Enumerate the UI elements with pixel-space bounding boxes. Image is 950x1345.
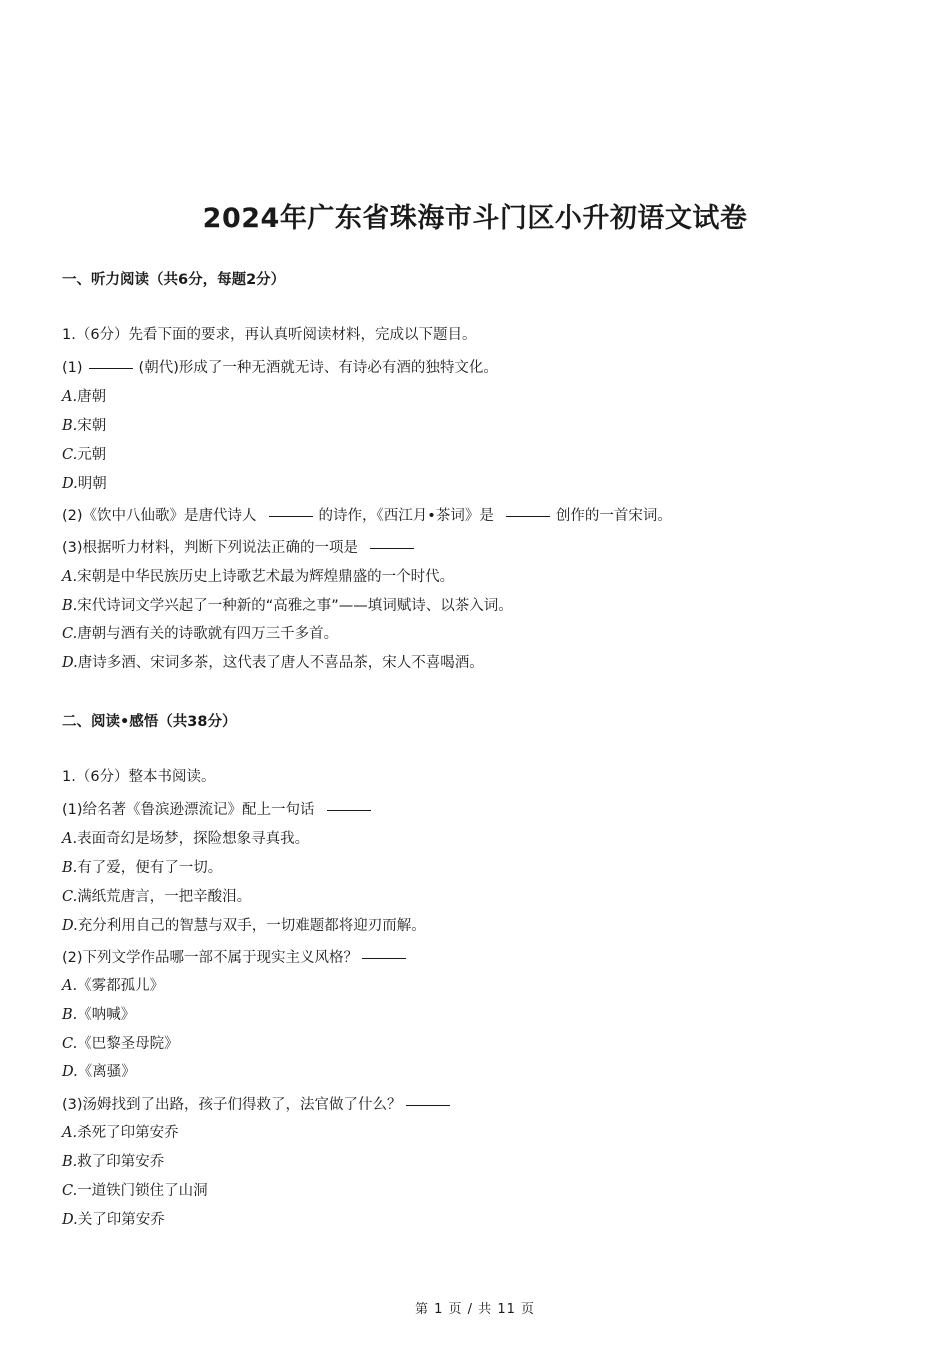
option: C.唐朝与酒有关的诗歌就有四万三千多首。 bbox=[62, 626, 339, 642]
page-title: 2024年广东省珠海市斗门区小升初语文试卷 bbox=[202, 203, 748, 234]
page-footer: 第 1 页 / 共 11 页 bbox=[415, 1302, 535, 1317]
answer-blank[interactable] bbox=[362, 957, 406, 959]
sub-question-3: (3)汤姆找到了出路，孩子们得救了，法官做了什么？ bbox=[62, 1093, 456, 1114]
answer-blank[interactable] bbox=[506, 515, 550, 517]
option: D.明朝 bbox=[62, 476, 107, 492]
option: B.宋朝 bbox=[62, 418, 107, 434]
option: C.《巴黎圣母院》 bbox=[62, 1036, 179, 1052]
option: C.元朝 bbox=[62, 447, 107, 463]
sub-question-2: (2)《饮中八仙歌》是唐代诗人 的诗作，《西江月•茶词》是 创作的一首宋词。 bbox=[62, 508, 672, 524]
option: D.《离骚》 bbox=[62, 1064, 136, 1080]
answer-blank[interactable] bbox=[89, 367, 133, 369]
option: B.宋代诗词文学兴起了一种新的“高雅之事”——填词赋诗、以茶入词。 bbox=[62, 598, 513, 614]
section-heading-listening: 一、听力阅读（共6分，每题2分） bbox=[62, 272, 286, 288]
option: A.唐朝 bbox=[62, 389, 107, 405]
option: D.充分利用自己的智慧与双手，一切难题都将迎刃而解。 bbox=[62, 918, 426, 934]
section-heading-reading: 二、阅读•感悟（共38分） bbox=[62, 714, 237, 730]
question-head: 1.（6分）先看下面的要求，再认真听阅读材料，完成以下题目。 bbox=[62, 327, 477, 343]
sub-question-2: (2)下列文学作品哪一部不属于现实主义风格？ bbox=[62, 946, 412, 967]
option: D.唐诗多酒、宋词多茶，这代表了唐人不喜品茶，宋人不喜喝酒。 bbox=[62, 655, 484, 671]
option: A.《雾都孤儿》 bbox=[62, 978, 165, 994]
option: C.一道铁门锁住了山洞 bbox=[62, 1183, 208, 1199]
answer-blank[interactable] bbox=[269, 515, 313, 517]
option: B.救了印第安乔 bbox=[62, 1154, 165, 1170]
option: B.《呐喊》 bbox=[62, 1007, 136, 1023]
sub-question-1: (1)给名著《鲁滨逊漂流记》配上一句话 bbox=[62, 798, 377, 819]
option: A.宋朝是中华民族历史上诗歌艺术最为辉煌鼎盛的一个时代。 bbox=[62, 569, 455, 585]
option: A.表面奇幻是场梦，探险想象寻真我。 bbox=[62, 831, 310, 847]
sub-question-3: (3)根据听力材料，判断下列说法正确的一项是 bbox=[62, 536, 420, 557]
option: D.关了印第安乔 bbox=[62, 1212, 165, 1228]
answer-blank[interactable] bbox=[370, 547, 414, 549]
question-head: 1.（6分）整本书阅读。 bbox=[62, 769, 216, 785]
answer-blank[interactable] bbox=[327, 809, 371, 811]
option: A.杀死了印第安乔 bbox=[62, 1125, 179, 1141]
option: C.满纸荒唐言，一把辛酸泪。 bbox=[62, 889, 252, 905]
sub-question-1: (1) (朝代)形成了一种无酒就无诗、有诗必有酒的独特文化。 bbox=[62, 360, 498, 376]
option: B.有了爱，便有了一切。 bbox=[62, 860, 223, 876]
answer-blank[interactable] bbox=[406, 1104, 450, 1106]
